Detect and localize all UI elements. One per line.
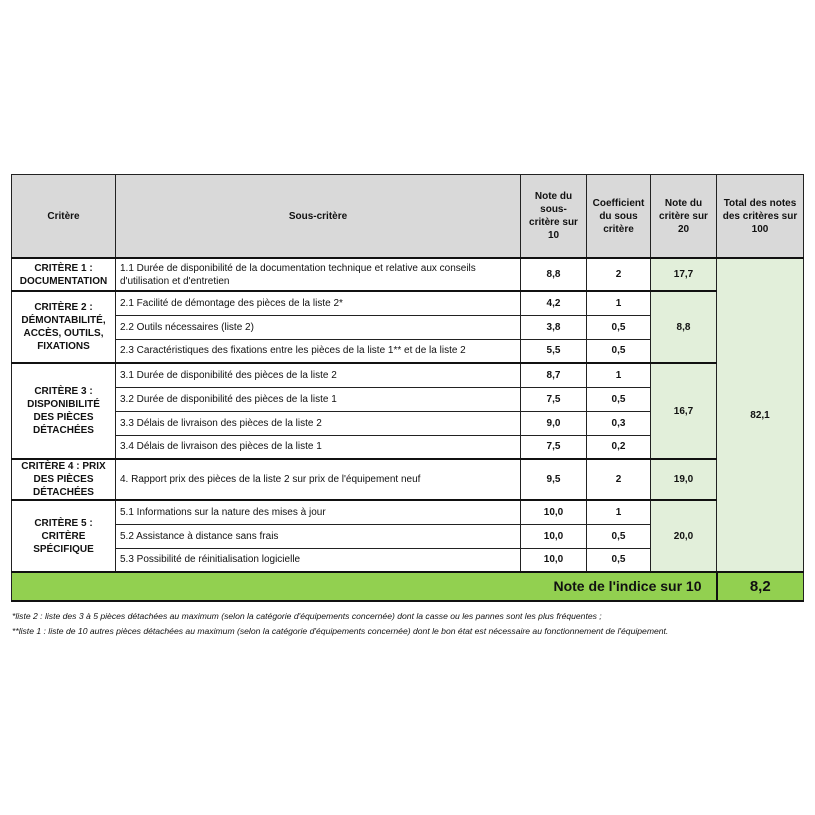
- subcriterion-coef: 0,2: [587, 435, 651, 459]
- final-score-value: 8,2: [717, 572, 804, 601]
- subcriterion-coef: 0,3: [587, 411, 651, 435]
- subcriterion-1-1: 1.1 Durée de disponibilité de la documentation technique et relative aux conseils d'utilisation et d'entretien: [116, 258, 521, 291]
- criterion-3-note: 16,7: [651, 363, 717, 459]
- subcriterion-coef: 0,5: [587, 315, 651, 339]
- criterion-2-note: 8,8: [651, 291, 717, 363]
- subcriterion-5-2: 5.2 Assistance à distance sans frais: [116, 524, 521, 548]
- subcriterion-2-3: 2.3 Caractéristiques des fixations entre les pièces de la liste 1** et de la liste 2: [116, 339, 521, 363]
- repairability-table: [11, 174, 804, 602]
- subcriterion-5-3: 5.3 Possibilité de réinitialisation logicielle: [116, 548, 521, 572]
- subcriterion-coef: 1: [587, 291, 651, 315]
- total-score: 82,1: [717, 258, 804, 572]
- header-row: [12, 175, 804, 259]
- criterion-5-note: 20,0: [651, 500, 717, 572]
- criterion-4-label: CRITÈRE 4 : PRIX DES PIÈCES DÉTACHÉES: [12, 459, 116, 500]
- header-coef: Coefficient du sous critère: [587, 175, 651, 259]
- subcriterion-note: 9,5: [521, 459, 587, 500]
- subcriterion-note: 8,8: [521, 258, 587, 291]
- criterion-4-note: 19,0: [651, 459, 717, 500]
- header-critere: Critère: [12, 175, 116, 259]
- criterion-3-label: CRITÈRE 3 : DISPONIBILITÉ DES PIÈCES DÉTACHÉES: [12, 363, 116, 459]
- subcriterion-5-1: 5.1 Informations sur la nature des mises à jour: [116, 500, 521, 524]
- subcriterion-coef: 0,5: [587, 387, 651, 411]
- subcriterion-3-2: 3.2 Durée de disponibilité des pièces de la liste 1: [116, 387, 521, 411]
- subcriterion-coef: 2: [587, 258, 651, 291]
- subcriterion-3-4: 3.4 Délais de livraison des pièces de la liste 1: [116, 435, 521, 459]
- header-note-sous: Note du sous-critère sur 10: [521, 175, 587, 259]
- footnote-liste-2: *liste 2 : liste des 3 à 5 pièces détachées au maximum (selon la catégorie d'équipements concernée) dont la casse ou les pannes sont les plus fréquentes ;: [12, 611, 602, 621]
- subcriterion-note: 5,5: [521, 339, 587, 363]
- subcriterion-2-2: 2.2 Outils nécessaires (liste 2): [116, 315, 521, 339]
- subcriterion-note: 8,7: [521, 363, 587, 387]
- subcriterion-note: 9,0: [521, 411, 587, 435]
- subcriterion-3-1: 3.1 Durée de disponibilité des pièces de la liste 2: [116, 363, 521, 387]
- subcriterion-note: 10,0: [521, 500, 587, 524]
- criterion-1-note: 17,7: [651, 258, 717, 291]
- criterion-1-label: CRITÈRE 1 : DOCUMENTATION: [12, 258, 116, 291]
- footnotes: [12, 609, 807, 639]
- subcriterion-coef: 1: [587, 500, 651, 524]
- subcriterion-coef: 0,5: [587, 339, 651, 363]
- subcriterion-note: 3,8: [521, 315, 587, 339]
- header-total: Total des notes des critères sur 100: [717, 175, 804, 259]
- subcriterion-note: 4,2: [521, 291, 587, 315]
- final-score-label: Note de l'indice sur 10: [12, 572, 717, 601]
- table-row: [12, 363, 804, 387]
- header-note-crit: Note du critère sur 20: [651, 175, 717, 259]
- table-row: [12, 459, 804, 500]
- criterion-5-label: CRITÈRE 5 : CRITÈRE SPÉCIFIQUE: [12, 500, 116, 572]
- header-sous-critere: Sous-critère: [116, 175, 521, 259]
- criterion-2-label: CRITÈRE 2 : DÉMONTABILITÉ, ACCÈS, OUTILS, FIXATIONS: [12, 291, 116, 363]
- subcriterion-2-1: 2.1 Facilité de démontage des pièces de la liste 2*: [116, 291, 521, 315]
- table-row: [12, 500, 804, 524]
- subcriterion-4: 4. Rapport prix des pièces de la liste 2 sur prix de l'équipement neuf: [116, 459, 521, 500]
- footnote-liste-1: **liste 1 : liste de 10 autres pièces détachées au maximum (selon la catégorie d'équipements concernée) dont le bon état est nécessaire au fonctionnement de l'équipement.: [12, 626, 669, 636]
- subcriterion-note: 10,0: [521, 524, 587, 548]
- final-score-row: [12, 572, 804, 601]
- subcriterion-note: 7,5: [521, 387, 587, 411]
- subcriterion-coef: 0,5: [587, 524, 651, 548]
- subcriterion-coef: 2: [587, 459, 651, 500]
- subcriterion-note: 10,0: [521, 548, 587, 572]
- subcriterion-3-3: 3.3 Délais de livraison des pièces de la liste 2: [116, 411, 521, 435]
- table-row: [12, 258, 804, 291]
- table-row: [12, 291, 804, 315]
- subcriterion-note: 7,5: [521, 435, 587, 459]
- subcriterion-coef: 1: [587, 363, 651, 387]
- subcriterion-coef: 0,5: [587, 548, 651, 572]
